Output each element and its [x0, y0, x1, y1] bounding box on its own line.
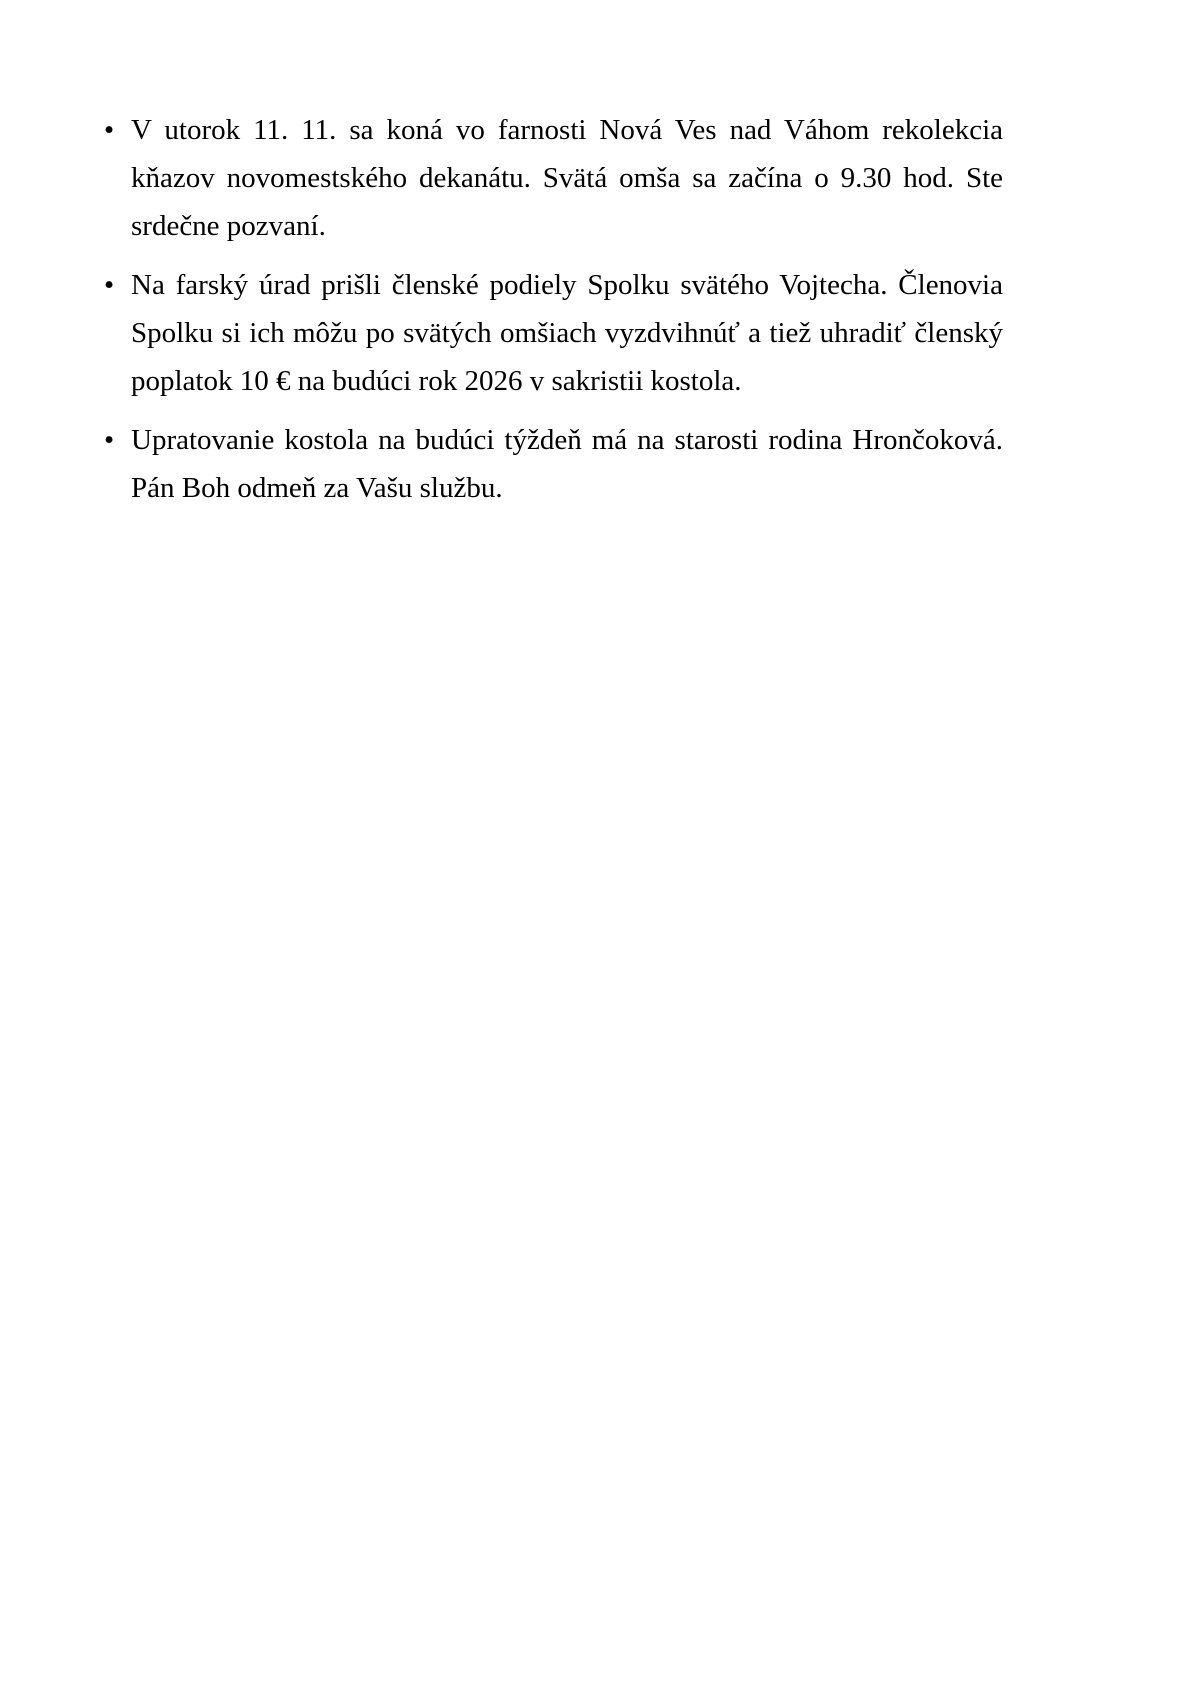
bullet-icon: • [104, 114, 115, 146]
announcement-text: Upratovanie kostola na budúci týždeň má na starosti rodina Hrončoková. Pán Boh odmeň za Vašu službu. [131, 424, 1003, 504]
announcement-text: Na farský úrad prišli členské podiely Spolku svätého Vojtecha. Členovia Spolku si ich môžu po svätých omšiach vyzdvihnúť a tiež uhradiť členský poplatok 10 € na budúci rok 2026 v sakristii kostola. [131, 269, 1003, 397]
announcement-list [104, 106, 1003, 512]
list-item [104, 261, 1003, 405]
list-item [104, 106, 1003, 250]
list-item [104, 416, 1003, 512]
bullet-icon: • [104, 424, 115, 456]
announcement-text: V utorok 11. 11. sa koná vo farnosti Nová Ves nad Váhom rekolekcia kňazov novomestského dekanátu. Svätá omša sa začína o 9.30 hod. Ste srdečne pozvaní. [131, 114, 1003, 242]
bullet-icon: • [104, 269, 115, 301]
